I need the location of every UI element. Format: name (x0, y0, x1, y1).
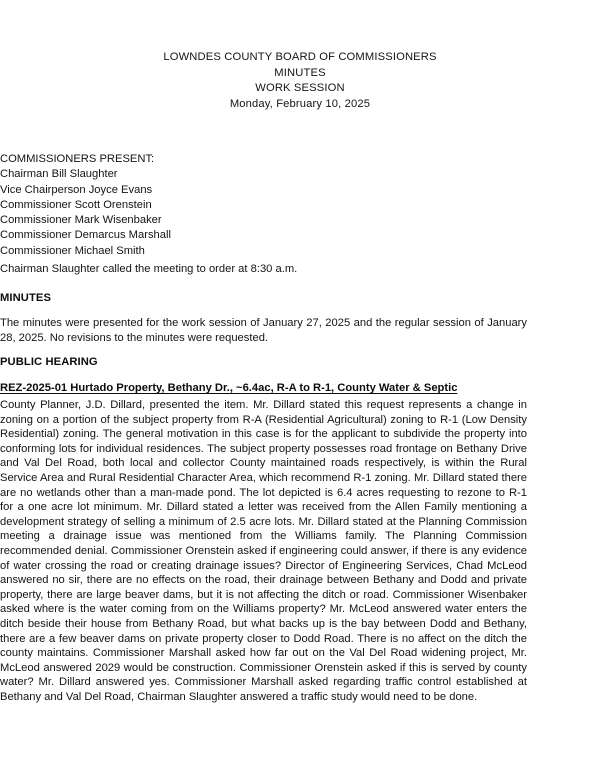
roster-item-commissioner-marshall: Commissioner Demarcus Marshall (0, 229, 171, 242)
header-line-session-type: WORK SESSION (255, 82, 345, 95)
roster-item-commissioner-wisenbaker: Commissioner Mark Wisenbaker (0, 214, 162, 227)
commissioners-present-label: COMMISSIONERS PRESENT: (0, 153, 155, 165)
roster-item-commissioner-smith: Commissioner Michael Smith (0, 244, 145, 257)
public-hearing-body-text: County Planner, J.D. Dillard, presented the item. Mr. Dillard stated this request represents a change in zoning on a portion of the subject property from R-A (Residential Agricultural) zoning to R-1 (Low Density Residential) zoning. The general motivation in this case is for the applicant to subdivide the property into conforming lots for individual residences. The subject property possesses road frontage on Bethany Drive and Val Del Road, both local and collector County maintained roads respectively, is within the Rural Service Area and Rural Residential Character Area, which recommend R-1 zoning. Mr. Dillard stated there are no wetlands other than a man-made pond. The lot depicted is 6.4 acres requesting to rezone to R-1 for a one acre lot minimum. Mr. Dillard stated a letter was received from the Allen Family mentioning a development strategy of selling a minimum of 2.5 acre lots. Mr. Dillard stated at the Planning Commission meeting a drainage issue was mentioned from the Williams family. The Planning Commission recommended denial. Commissioner Orenstein asked if engineering could answer, if there is any evidence of water crossing the road or creating drainage issues? Director of Engineering Services, Chad McLeod answered no sir, there are no effects on the road, their drainage between Bethany and Dodd and private property, there are large beaver dams, but it is not affecting the ditch or road. Commissioner Wisenbaker asked where is the water coming from on the Williams property? Mr. McLeod answered water enters the ditch beside their house from Bethany Road, but what backs up is the bay between Dodd and Bethany, there are a few beaver dams on private property closer to Dodd Road. There is no affect on the ditch the county maintains. Commissioner Marshall asked how far out on the Val Del Road widening project, Mr. McLeod answered 2029 would be construction. Commissioner Orenstein asked if this is served by county water? Mr. Dillard answered yes. Commissioner Marshall asked regarding traffic control established at Bethany and Val Del Road, Chairman Slaughter answered a traffic study would need to be done. (0, 399, 527, 703)
minutes-section-heading: MINUTES (0, 292, 52, 304)
roster-item-chairman: Chairman Bill Slaughter (0, 168, 118, 181)
roster-item-commissioner-orenstein: Commissioner Scott Orenstein (0, 198, 152, 211)
header-line-date: Monday, February 10, 2025 (229, 97, 371, 110)
header-line-organization: LOWNDES COUNTY BOARD OF COMMISSIONERS (163, 51, 437, 63)
public-hearing-body-block (0, 398, 527, 704)
rezoning-item-title-block (0, 381, 527, 396)
public-hearing-heading: PUBLIC HEARING (0, 356, 98, 368)
rezoning-item-title: REZ-2025-01 Hurtado Property, Bethany Dr., ~6.4ac, R-A to R-1, County Water & Septic (0, 382, 458, 394)
header-line-doctype: MINUTES (274, 66, 326, 79)
document-header (0, 50, 600, 112)
call-to-order-block (0, 262, 527, 277)
roster-item-vice-chairperson: Vice Chairperson Joyce Evans (0, 183, 153, 196)
public-hearing-heading-block (0, 355, 527, 370)
minutes-heading-block (0, 291, 527, 306)
call-to-order-text: Chairman Slaughter called the meeting to order at 8:30 a.m. (0, 263, 298, 275)
minutes-body-block (0, 316, 527, 345)
commissioners-present-block (0, 152, 527, 259)
minutes-section-body: The minutes were presented for the work session of January 27, 2025 and the regular session of January 28, 2025. No revisions to the minutes were requested. (0, 317, 527, 344)
